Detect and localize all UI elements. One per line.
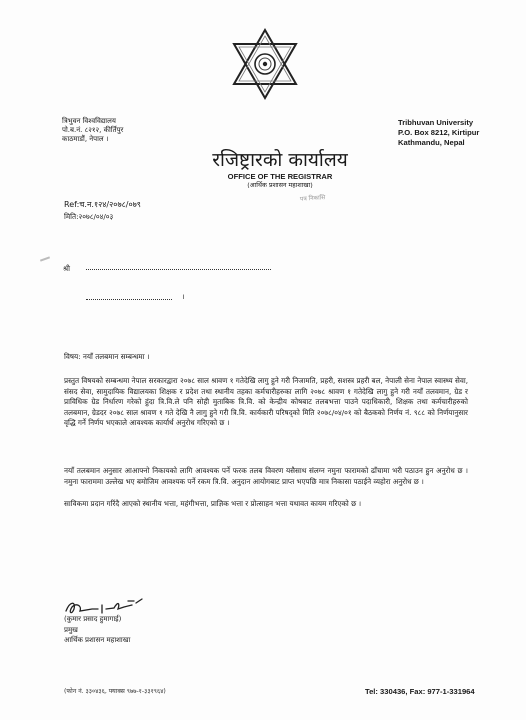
address-english-line: Kathmandu, Nepal	[398, 138, 465, 147]
recipient-end-mark: ।	[182, 292, 185, 301]
recipient-prefix: श्री	[63, 264, 70, 273]
punch-mark	[40, 256, 50, 261]
signatory-name: (कुमार प्रसाद हुमागाई)	[64, 615, 122, 623]
address-nepali-line: त्रिभुवन विश्वविद्यालय	[62, 117, 116, 125]
body-paragraph: नयाँ तलबमान अनुसार आआफ्नो निकायको लागि आवश्यक पर्ने फरक तलब विवरण यसैसाथ संलग्न नमुना फारामको ढाँचामा भरी पठाउन हुन अनुरोध छ । नमुना फाराममा उल्लेख भए बमोजिम आवश्यक पर्ने रकम त्रि.वि. अनुदान आयोगबाट प्राप्त भएपछि मात्र निकासा पठाईने व्यहोरा अनुरोध छ ।	[64, 466, 468, 486]
university-emblem-icon	[230, 28, 300, 100]
address-english-line: P.O. Box 8212, Kirtipur	[398, 128, 480, 137]
office-title-nepali: रजिष्ट्रारको कार्यालय	[212, 149, 348, 171]
body-paragraph: प्रस्तुत विषयको सम्बन्धमा नेपाल सरकारद्वारा २०७८ साल श्रावण १ गतेदेखि लागु हुने गरी निजामति, प्रहरी, सशस्त्र प्रहरी बल, नेपाली सेना नेपाल स्वास्थ्य सेवा, संसद सेवा, सामुदायिक विद्यालयका शिक्षक र प्रदेश तथा स्थानीय तहका कर्मचारीहरुका लागि २०७८ श्रावण १ गतेदेखि लागु हुने गरी नयाँ तलवमान, ग्रेड र प्राविधिक ग्रेड निर्धारण गरेको हुंदा त्रि.वि.ले पनि सोही मुताबिक त्रि.वि. को केन्द्रीय कोषबाट तलबभत्ता पाउने पदाधिकारी, शिक्षक तथा कर्मचारीहरुको तलबमान, ग्रेडदर २०७८ साल श्रावण १ गते देखि नै लागु हुने गरी त्रि.वि. कार्यकारी परिषद्को मिति २०७८/०४/०१ को बैठकको निर्णय नं. ९८८ को निर्णयानुसार वृद्धि गर्ने निर्णय भएकाले आवश्यक कार्यार्थ अनुरोध गरिएको छ ।	[64, 376, 468, 427]
address-english-line: Tribhuvan University	[398, 118, 474, 127]
address-nepali	[62, 117, 172, 144]
office-title-english: OFFICE OF THE REGISTRAR	[227, 172, 333, 181]
letter-date: मिति:२०७८/०४/०३	[64, 212, 114, 221]
address-nepali-line: काठमाडौं, नेपाल ।	[62, 135, 109, 143]
subject-line: विषय: नयाँ तलबमान सम्बन्धमा ।	[64, 352, 150, 361]
office-subtitle: (आर्थिक प्रशासन महाशाखा)	[247, 181, 313, 189]
address-nepali-line: पो.ब.नं. ८२१२, कीर्तिपुर	[62, 126, 124, 134]
recipient-blank-line	[86, 298, 172, 300]
signatory-title: प्रमुख	[64, 626, 78, 634]
address-english	[398, 118, 518, 148]
faint-stamp: पत्र निकासि	[299, 194, 326, 203]
reference-number: Ref:च.न.१२४/२०७८/०७९	[64, 200, 141, 209]
body-paragraph: साविकमा प्रदान गरिंदै आएको स्थानीय भत्ता, महंगीभत्ता, प्राज्ञिक भत्ता र प्रोत्साहन भत्ता यथावत कायम गरिएको छ ।	[64, 499, 362, 508]
footer-contact-english: Tel: 330436, Fax: 977-1-331964	[365, 687, 475, 696]
footer-contact-nepali: (फोन नं. ३३०४३६, फ्याक्स ९७७-१-३३१९६४)	[64, 688, 166, 695]
signatory-section: आर्थिक प्रशासन महाशाखा	[64, 636, 131, 644]
recipient-blank-line	[86, 268, 271, 270]
